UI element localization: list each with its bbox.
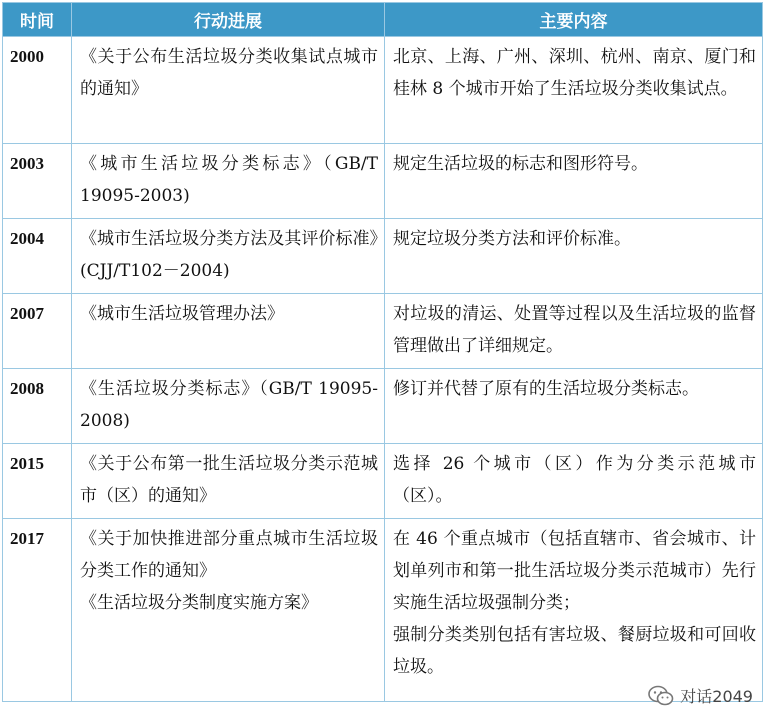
action-text: 《城市生活垃圾分类标志》（GB/T 19095-2003): [80, 154, 378, 206]
year-cell: 2008: [3, 369, 72, 444]
content-text: 对垃圾的清运、处置等过程以及生活垃圾的监督管理做出了详细规定。: [393, 304, 756, 356]
content-cell: [385, 219, 763, 294]
year-cell: 2000: [3, 37, 72, 144]
table-body: [3, 37, 763, 702]
policy-timeline-table: [2, 2, 763, 702]
content-text: 北京、上海、广州、深圳、杭州、南京、厦门和桂林 8 个城市开始了生活垃圾分类收集试点。: [393, 47, 756, 99]
table-row: [3, 37, 763, 144]
action-text: 《城市生活垃圾分类方法及其评价标准》(CJJ/T102－2004): [80, 229, 378, 281]
action-cell: [72, 37, 385, 144]
table-row: [3, 144, 763, 219]
table-row: [3, 369, 763, 444]
wechat-icon: [648, 685, 674, 707]
year-cell: 2015: [3, 444, 72, 519]
action-text: 《生活垃圾分类制度实施方案》: [80, 593, 318, 613]
content-cell: [385, 444, 763, 519]
table-row: [3, 219, 763, 294]
content-text: 规定垃圾分类方法和评价标准。: [393, 229, 631, 249]
action-text: 《关于加快推进部分重点城市生活垃圾分类工作的通知》: [80, 529, 378, 581]
action-cell: [72, 294, 385, 369]
action-cell: [72, 219, 385, 294]
year-cell: 2003: [3, 144, 72, 219]
year-cell: 2004: [3, 219, 72, 294]
action-cell: [72, 519, 385, 702]
header-time: 时间: [3, 3, 72, 37]
header-action: 行动进展: [72, 3, 385, 37]
table-row: [3, 444, 763, 519]
action-cell: [72, 444, 385, 519]
table-row: [3, 294, 763, 369]
year-cell: 2017: [3, 519, 72, 702]
table-header: [3, 3, 763, 37]
content-text: 选择 26 个城市（区）作为分类示范城市（区）。: [393, 454, 756, 506]
content-text: 在 46 个重点城市（包括直辖市、省会城市、计划单列市和第一批生活垃圾分类示范城市）先行实施生活垃圾强制分类；: [393, 529, 756, 613]
content-text: 规定生活垃圾的标志和图形符号。: [393, 154, 648, 174]
watermark: [648, 684, 753, 707]
action-cell: [72, 369, 385, 444]
content-cell: [385, 37, 763, 144]
watermark-text: 对话2049: [680, 687, 753, 706]
content-cell: [385, 144, 763, 219]
action-text: 《关于公布第一批生活垃圾分类示范城市（区）的通知》: [80, 454, 378, 506]
header-content: 主要内容: [385, 3, 763, 37]
content-cell: [385, 519, 763, 702]
action-text: 《城市生活垃圾管理办法》: [80, 304, 284, 324]
action-text: 《生活垃圾分类标志》（GB/T 19095-2008): [80, 379, 378, 431]
content-cell: [385, 294, 763, 369]
table-row: [3, 519, 763, 702]
year-cell: 2007: [3, 294, 72, 369]
content-text: 修订并代替了原有的生活垃圾分类标志。: [393, 379, 699, 399]
header-row: [3, 3, 763, 37]
content-text: 强制分类类别包括有害垃圾、餐厨垃圾和可回收垃圾。: [393, 625, 756, 677]
content-cell: [385, 369, 763, 444]
action-cell: [72, 144, 385, 219]
action-text: 《关于公布生活垃圾分类收集试点城市的通知》: [80, 47, 378, 99]
